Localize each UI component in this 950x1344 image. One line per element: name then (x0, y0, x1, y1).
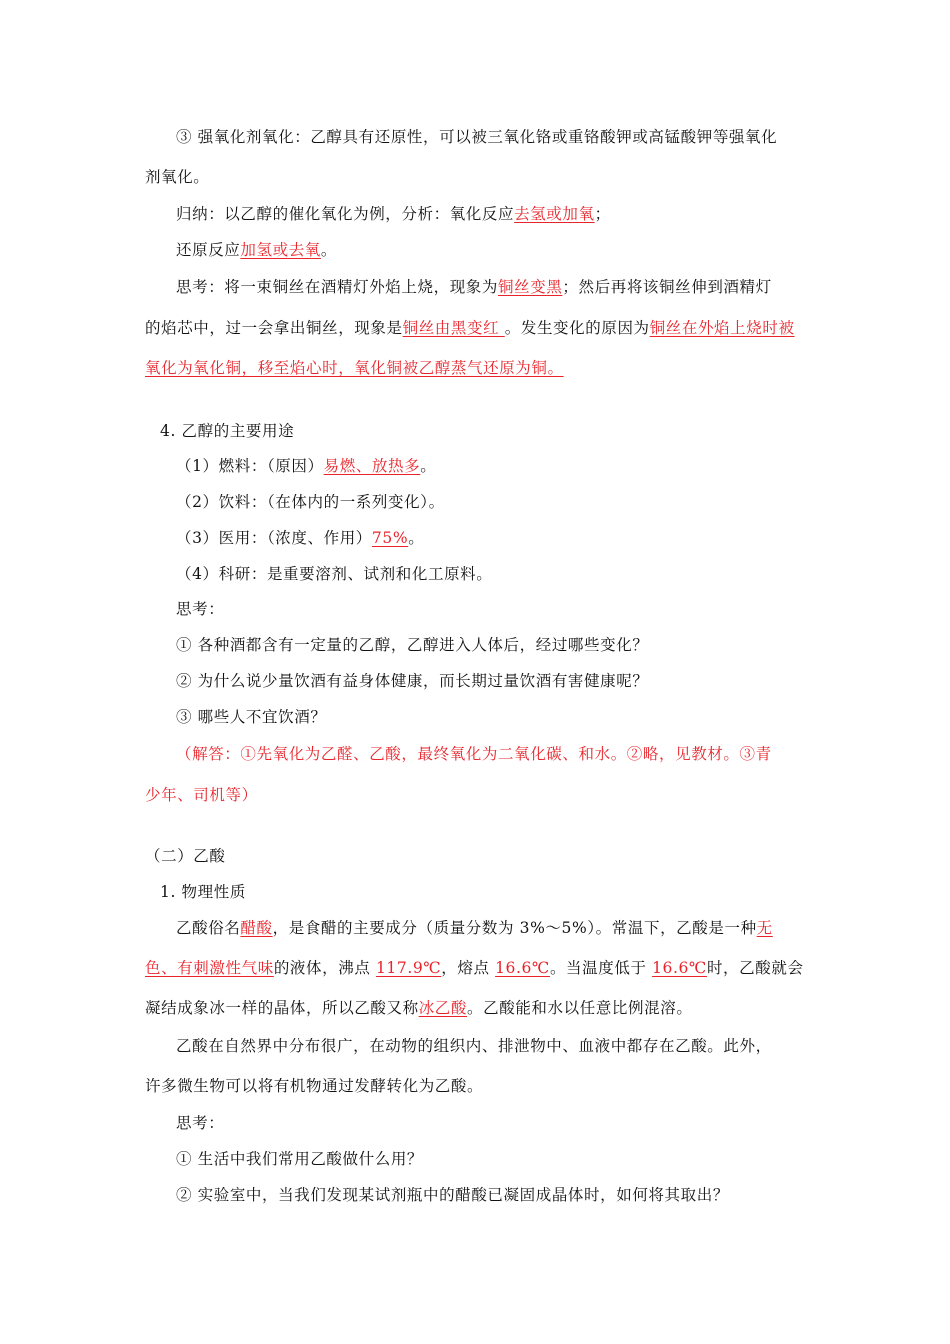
think-copper-3 (145, 357, 564, 379)
answer-text: 加氢或去氧 (240, 241, 321, 259)
subsection-heading-physical: 1. 物理性质 (160, 883, 246, 901)
answer-block: （解答：①先氧化为乙醛、乙酸，最终氧化为二氧化碳、和水。②略，见教材。③青 (176, 745, 772, 763)
answer-text: 色、有刺激性气味 (145, 959, 274, 977)
use-drink: （2）饮料：（在体内的一系列变化）。 (176, 493, 445, 511)
use-fuel: （1）燃料：（原因）易燃、放热多。 (176, 457, 437, 475)
text-line: ③ 强氧化剂氧化：乙醇具有还原性，可以被三氧化铬或重铬酸钾或高锰酸钾等强氧化 (176, 128, 778, 146)
answer-text: 氧化为氧化铜，移至焰心时，氧化铜被乙醇蒸气还原为铜。 (145, 359, 564, 377)
answer-text: 铜丝在外焰上烧时被 (649, 319, 795, 337)
answer-text: 易燃、放热多 (323, 457, 421, 475)
section-heading-acetic-acid: （二）乙酸 (145, 847, 226, 865)
answer-text: 16.6℃ (495, 959, 550, 977)
paragraph-line: 乙酸俗名醋酸，是食醋的主要成分（质量分数为 3%～5%）。常温下，乙酸是一种无 (176, 919, 773, 937)
question-item: ③ 哪些人不宜饮酒？ (176, 708, 327, 726)
text-line: 剂氧化。 (145, 168, 210, 186)
answer-text: 冰乙酸 (418, 999, 468, 1017)
paragraph-line: 凝结成象冰一样的晶体，所以乙酸又称冰乙酸。乙酸能和水以任意比例混溶。 (145, 999, 693, 1017)
question-item: ① 生活中我们常用乙酸做什么用？ (176, 1150, 424, 1168)
summary-reduction: 还原反应加氢或去氧。 (176, 241, 338, 259)
answer-text: 铜丝变黑 (498, 278, 563, 296)
answer-text: 铜丝由黑变红 (402, 319, 505, 337)
paragraph-line: 乙酸在自然界中分布很广，在动物的组织内、排泄物中、血液中都存在乙酸。此外， (176, 1037, 772, 1055)
answer-text: 无 (756, 919, 773, 937)
summary-oxidation: 归纳：以乙醇的催化氧化为例，分析：氧化反应去氢或加氧； (176, 205, 611, 223)
answer-text: 117.9℃ (375, 959, 442, 977)
think-label: 思考： (176, 1114, 225, 1132)
think-copper-1: 思考：将一束铜丝在酒精灯外焰上烧，现象为铜丝变黑；然后再将该铜丝伸到酒精灯 (176, 278, 772, 296)
answer-text: 75% (371, 529, 409, 547)
answer-text: 去氢或加氧 (514, 205, 595, 223)
answer-text: 醋酸 (240, 919, 273, 937)
question-item: ② 为什么说少量饮酒有益身体健康，而长期过量饮酒有害健康呢？ (176, 672, 649, 690)
question-item: ① 各种酒都含有一定量的乙醇，乙醇进入人体后，经过哪些变化？ (176, 636, 649, 654)
question-item: ② 实验室中，当我们发现某试剂瓶中的醋酸已凝固成晶体时，如何将其取出？ (176, 1186, 729, 1204)
think-copper-2: 的焰芯中，过一会拿出铜丝，现象是铜丝由黑变红 。发生变化的原因为铜丝在外焰上烧时被 (145, 319, 795, 337)
answer-text: 16.6℃ (652, 959, 707, 977)
paragraph-line: 色、有刺激性气味的液体，沸点 117.9℃，熔点 16.6℃。当温度低于 16.6℃时，乙酸就会 (145, 959, 804, 977)
answer-block: 少年、司机等） (145, 786, 258, 804)
think-label: 思考： (176, 600, 225, 618)
use-research: （4）科研：是重要溶剂、试剂和化工原料。 (176, 565, 493, 583)
paragraph-line: 许多微生物可以将有机物通过发酵转化为乙酸。 (145, 1077, 484, 1095)
use-medical: （3）医用：（浓度、作用）75%。 (176, 529, 425, 547)
section-heading-uses: 4. 乙醇的主要用途 (160, 422, 295, 440)
